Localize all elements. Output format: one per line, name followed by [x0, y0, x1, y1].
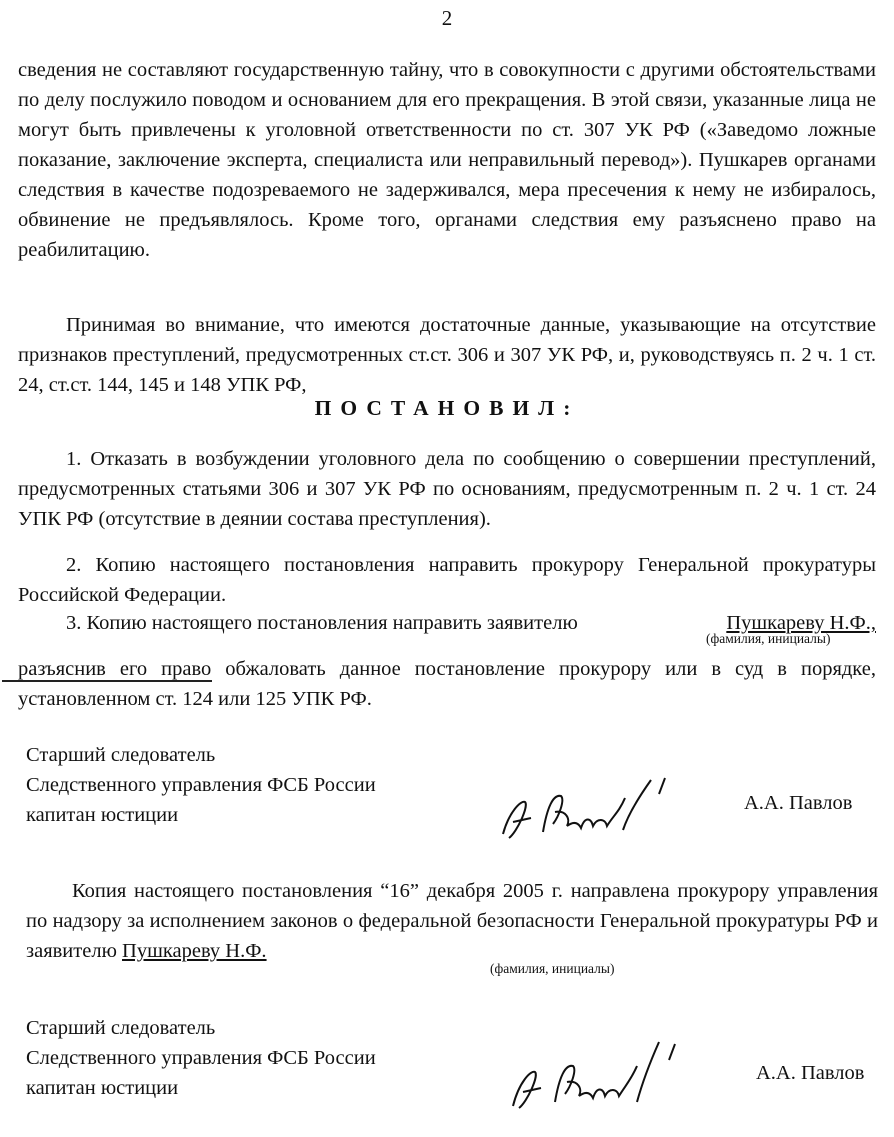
handwritten-signature-2 — [505, 1030, 685, 1130]
signature-block-2 — [26, 1013, 376, 1103]
signature-block-1 — [26, 740, 376, 830]
position-line-3: капитан юстиции — [26, 1077, 179, 1099]
position-line-2: Следственного управления ФСБ России — [26, 1047, 376, 1069]
signatory-name-2: А.А. Павлов — [756, 1062, 865, 1084]
copy-note — [26, 876, 878, 966]
applicant-name: Пушкареву Н.Ф., — [726, 612, 876, 634]
item-3-name-caption: (фамилия, инициалы) — [706, 631, 831, 646]
copy-note-applicant-name: Пушкареву Н.Ф. — [122, 940, 267, 962]
resolution-item-1: 1. Отказать в возбуждении уголовного дела по сообщению о совершении преступлений, предусмотренных статьями 306 и 307 УК РФ по основаниям, предусмотренным п. 2 ч. 1 ст. 24 УПК РФ (отсутствие в деянии состава преступления). — [18, 448, 876, 530]
resolution-heading: ПОСТАНОВИЛ: — [314, 396, 580, 420]
position-line-3: капитан юстиции — [26, 804, 179, 826]
position-line-1: Старший следователь — [26, 1017, 216, 1039]
signatory-name-1: А.А. Павлов — [744, 792, 853, 814]
page-number: 2 — [441, 6, 453, 30]
copy-note-text: Копия настоящего постановления “16” декабря 2005 г. направлена прокурору управления по надзору за исполнением законов о федеральной безопасности Генеральной прокуратуры РФ и заявителю — [26, 880, 878, 962]
scan-line-mark — [2, 680, 212, 682]
item-3-prefix: 3. Копию настоящего постановления направить заявителю — [66, 612, 578, 634]
paragraph-1: сведения не составляют государственную тайну, что в совокупности с другими обстоятельствами по делу послужило поводом и основанием для его прекращения. В этой связи, указанные лица не могут быть привлечены к уголовной ответственности по ст. 307 УК РФ («Заведомо ложные показание, заключение эксперта, специалиста или неправильный перевод»). Пушкарев органами следствия в качестве подозреваемого не задерживался, мера пресечения к нему не избиралось, обвинение не предъявлялось. Кроме того, органами следствия ему разъяснено право на реабилитацию. — [18, 59, 876, 261]
copy-note-name-caption: (фамилия, инициалы) — [490, 961, 615, 976]
position-line-1: Старший следователь — [26, 744, 216, 766]
position-line-2: Следственного управления ФСБ России — [26, 774, 376, 796]
handwritten-signature-1 — [495, 772, 675, 862]
item-3-continuation: разъяснив его право обжаловать данное постановление прокурору или в суд в порядке, установленном ст. 124 или 125 УПК РФ. — [18, 658, 876, 710]
paragraph-2: Принимая во внимание, что имеются достаточные данные, указывающие на отсутствие признаков преступлений, предусмотренных ст.ст. 306 и 307 УК РФ, и, руководствуясь п. 2 ч. 1 ст. 24, ст.ст. 144, 145 и 148 УПК РФ, — [18, 314, 876, 396]
resolution-item-2: 2. Копию настоящего постановления направить прокурору Генеральной прокуратуры Российской Федерации. — [18, 554, 876, 606]
